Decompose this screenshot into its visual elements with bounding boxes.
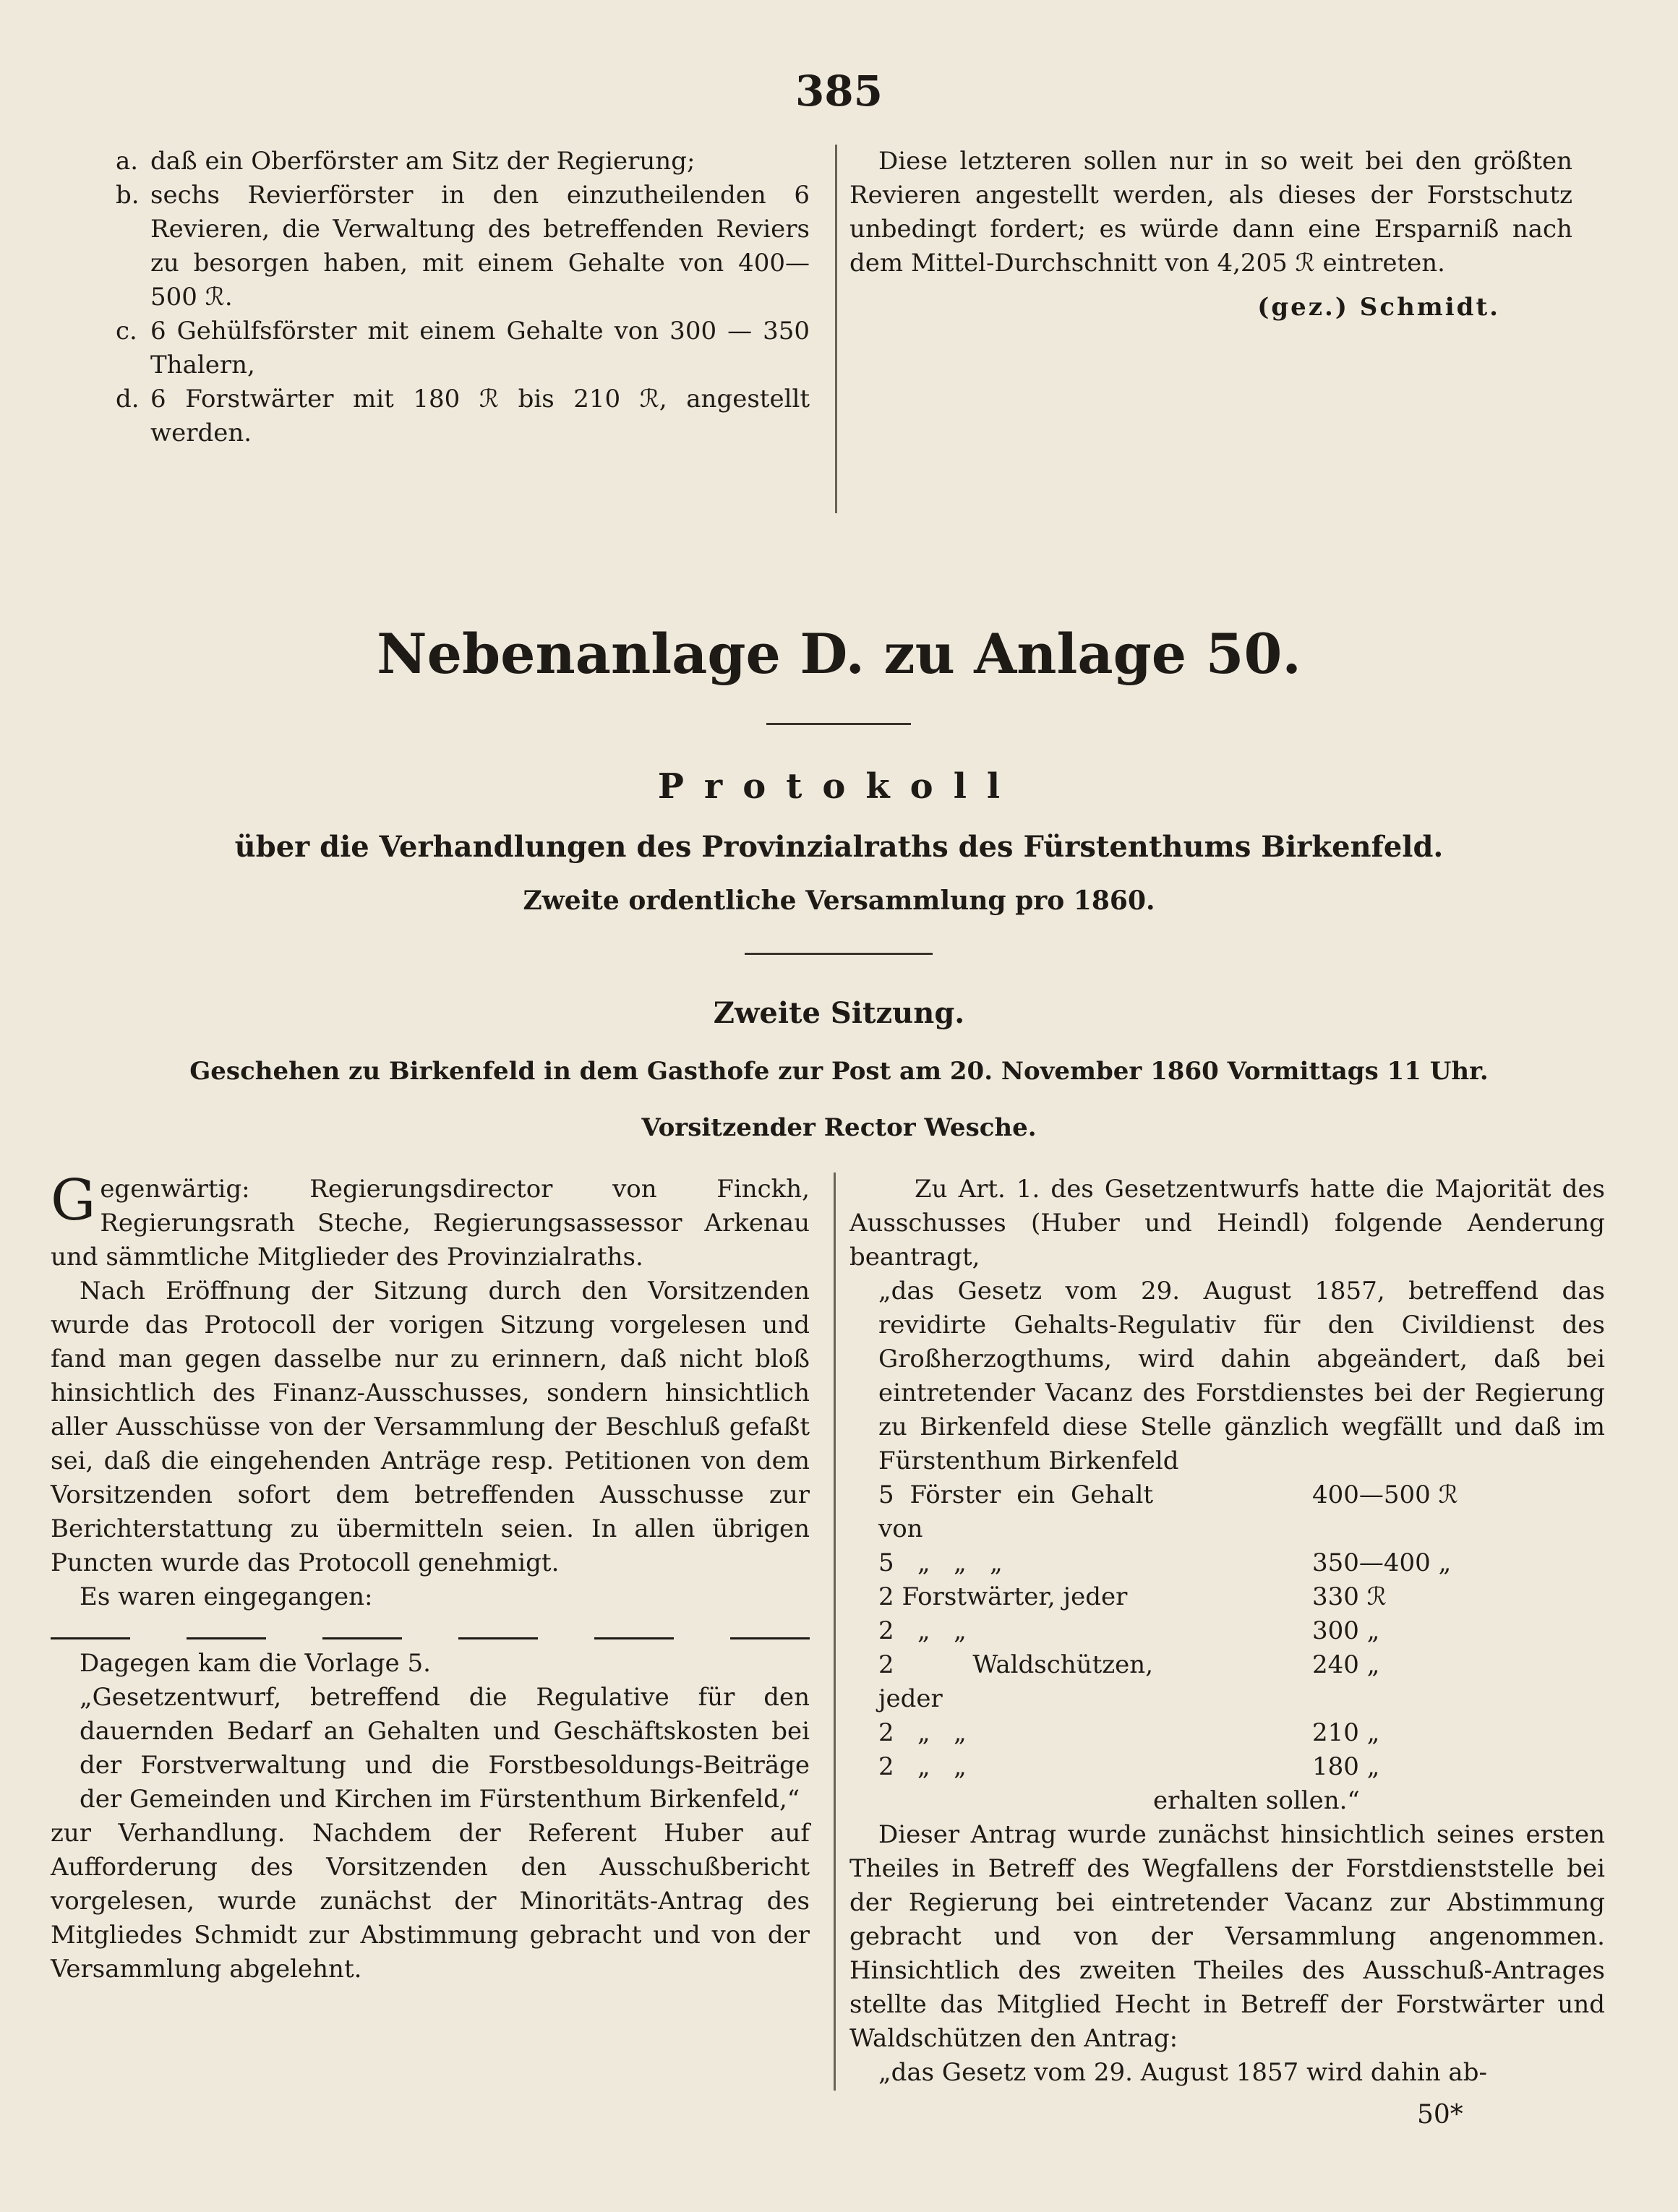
document-title: Nebenanlage D. zu Anlage 50. [377, 622, 1301, 686]
table-cell-amount: 180 „ [1312, 1752, 1380, 1781]
table-cell-desc: 2 Forstwärter, jeder [878, 1582, 1128, 1611]
assembly-rule [745, 953, 933, 955]
table-cell-mid [1153, 1580, 1312, 1614]
vorlage-paragraph: Dagegen kam die Vorlage 5. [80, 1649, 431, 1678]
table-cell-mid [1153, 1478, 1312, 1546]
table-cell-amount: 400—500 ℛ [1312, 1480, 1458, 1509]
vote-paragraph: Dieser Antrag wurde zunächst hinsichtlich seines ersten Theiles in Betreff des Wegfallens der Forstdienststelle bei der Regierung bei eintretender Vacanz zur Abstimmung gebracht und von der Versammlung angenommen. Hinsichtlich des zweiten Theiles des Ausschuß-Antrages stellte das Mitglied Hecht in Betreff der Forstwärter und Waldschützen den Antrag: [849, 1820, 1605, 2053]
opening-paragraph: Nach Eröffnung der Sitzung durch den Vorsitzenden wurde das Protocoll der vorigen Sitzung vorgelesen und fand man gegen dasselbe nur zu erinnern, daß nicht bloß hinsichtlich des Finanz-Ausschusses, sondern hinsichtlich aller Ausschüsse von der Versammlung der Beschluß gefaßt sei, daß die eingehenden Anträge resp. Petitionen von dem Vorsitzenden sofort dem betreffenden Ausschusse zur Berichterstattung zu übermitteln seien. In allen übrigen Puncten wurde das Protocoll genehmigt. [51, 1277, 810, 1577]
top-right-signature: (gez.) Schmidt. [1257, 293, 1500, 322]
dash-separator [51, 1620, 810, 1639]
dash-mark [730, 1637, 810, 1639]
chair-line: Vorsitzender Rector Wesche. [641, 1113, 1037, 1142]
table-cell-desc: 2 „ „ [878, 1752, 967, 1781]
received-paragraph: Es waren eingegangen: [80, 1582, 373, 1611]
list-label: b. [116, 181, 140, 210]
article-paragraph: Zu Art. 1. des Gesetzentwurfs hatte die Majorität des Ausschusses (Huber und Heindl) folgende Aenderung beantragt, [849, 1175, 1605, 1272]
table-cell-mid [1153, 1546, 1312, 1580]
list-text: sechs Revierförster in den einzutheilenden 6 Revieren, die Verwaltung des betreffenden Reviers zu besorgen haben, mit einem Gehalte von 400—500 ℛ. [150, 181, 810, 312]
list-text: daß ein Oberförster am Sitz der Regierung; [150, 147, 695, 176]
list-text: 6 Gehülfsförster mit einem Gehalte von 300 — 350 Thalern, [150, 317, 810, 380]
protokoll-heading: Protokoll [657, 766, 1021, 807]
table-cell-amount: 240 „ [1312, 1650, 1380, 1679]
dash-mark [594, 1637, 674, 1639]
table-cell-mid [1153, 1716, 1312, 1750]
main-right-column [849, 1173, 1605, 2090]
table-cell-desc: 5 Förster ein Gehalt von [878, 1480, 1161, 1543]
protokoll-subtitle: über die Verhandlungen des Provinzialraths des Fürstenthums Birkenfeld. [234, 830, 1444, 864]
hecht-quote: „das Gesetz vom 29. August 1857 wird dahin ab- [878, 2058, 1487, 2087]
top-right-paragraph: Diese letzteren sollen nur in so weit bei den größten Revieren angestellt werden, als dieses der Forstschutz unbedingt fordert; es würde dann eine Ersparniß nach dem Mittel-Durchschnitt von 4,205 ℛ eintreten. [849, 147, 1572, 278]
draft-law-quote: „Gesetzentwurf, betreffend die Regulative für den dauernden Bedarf an Gehalten und Geschäftskosten bei der Forstverwaltung und die Forstbesoldungs-Beiträge der Gemeinden und Kirchen im Fürstenthum Birkenfeld,“ [80, 1683, 810, 1814]
main-column-divider [834, 1173, 836, 2091]
table-cell-amount: 350—400 „ [1312, 1548, 1452, 1577]
list-label: c. [116, 317, 137, 346]
dash-mark [458, 1637, 538, 1639]
table-cell-amount: 330 ℛ [1312, 1582, 1387, 1611]
list-item-d [116, 382, 810, 450]
table-cell-desc: 2 Waldschützen, jeder [878, 1650, 1161, 1713]
table-closing: erhalten sollen.“ [1153, 1786, 1360, 1815]
title-rule [766, 723, 911, 725]
list-item-c [116, 314, 810, 382]
assembly-heading: Zweite ordentliche Versammlung pro 1860. [523, 886, 1155, 916]
salary-table [849, 1478, 1605, 1784]
dash-mark [187, 1637, 266, 1639]
top-column-divider [835, 145, 837, 513]
place-time-line: Geschehen zu Birkenfeld in dem Gasthofe zur Post am 20. November 1860 Vormittags 11 Uhr. [189, 1057, 1489, 1086]
list-label: d. [116, 385, 140, 413]
table-cell-mid [1153, 1614, 1312, 1648]
amendment-quote: „das Gesetz vom 29. August 1857, betreffend das revidirte Gehalts-Regulativ für den Civildienst des Großherzogthums, wird dahin abgeändert, daß bei eintretender Vacanz des Forstdienstes bei der Regierung zu Birkenfeld diese Stelle gänzlich wegfällt und daß im Fürstenthum Birkenfeld [878, 1277, 1605, 1475]
table-cell-mid [1153, 1750, 1312, 1784]
list-item-a [116, 145, 810, 179]
table-cell-desc: 5 „ „ „ [878, 1548, 1003, 1577]
list-label: a. [116, 147, 139, 176]
attendance-text: egenwärtig: Regierungsdirector von Finckh, Regierungsrath Steche, Regierungsassessor Arkenau und sämmtliche Mitglieder des Provinzialraths. [51, 1175, 810, 1272]
session-heading: Zweite Sitzung. [713, 996, 965, 1030]
top-right-column [849, 145, 1572, 325]
dash-mark [322, 1637, 402, 1639]
table-cell-desc: 2 „ „ [878, 1616, 967, 1645]
top-left-list [116, 145, 810, 450]
drop-cap: G [51, 1168, 96, 1233]
dash-mark [51, 1637, 130, 1639]
list-item-b [116, 179, 810, 314]
list-text: 6 Forstwärter mit 180 ℛ bis 210 ℛ, angestellt werden. [150, 385, 810, 447]
table-cell-mid [1153, 1648, 1312, 1716]
table-cell-desc: 2 „ „ [878, 1718, 967, 1747]
discussion-paragraph: zur Verhandlung. Nachdem der Referent Huber auf Aufforderung des Vorsitzenden den Ausschußbericht vorgelesen, wurde zunächst der Minoritäts-Antrag des Mitgliedes Schmidt zur Abstimmung gebracht und von der Versammlung abgelehnt. [51, 1819, 810, 1984]
table-cell-amount: 300 „ [1312, 1616, 1380, 1645]
catchword: 50* [1417, 2100, 1463, 2130]
main-left-column [51, 1168, 810, 1986]
table-cell-amount: 210 „ [1312, 1718, 1380, 1747]
attendance-paragraph [51, 1168, 810, 1274]
page-number: 385 [795, 67, 883, 116]
